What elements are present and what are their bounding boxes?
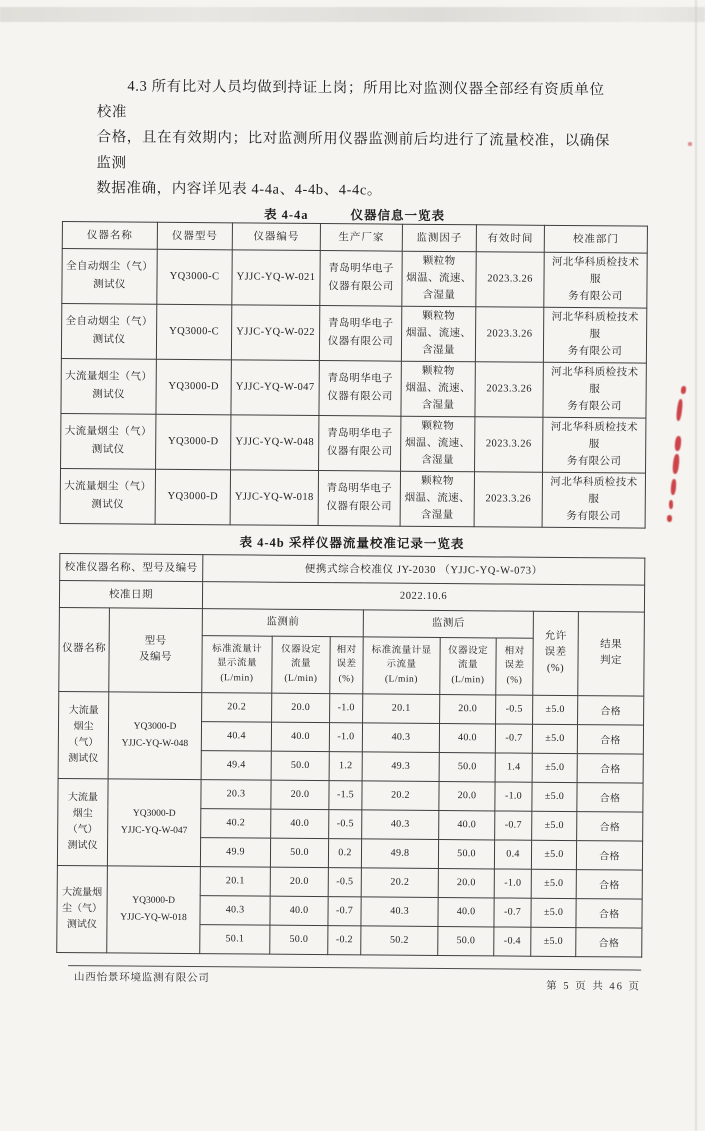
cell: -0.4 [494, 926, 531, 955]
col-header-manufacturer: 生产厂家 [320, 223, 402, 251]
cell: 50.2 [361, 925, 438, 955]
cell: 合格 [576, 840, 642, 870]
cell: 2023.3.26 [475, 306, 543, 362]
footer-page-number: 第 5 页 共 46 页 [546, 980, 642, 993]
cell: -1.0 [330, 693, 363, 722]
cell: 40.3 [361, 896, 438, 926]
group-header-row [59, 607, 644, 639]
cell: 合格 [578, 695, 644, 725]
calibration-date-label: 校准日期 [59, 580, 202, 608]
cell: YJJC-YQ-W-047 [231, 359, 319, 415]
instrument-model-cell: YQ3000-D YJJC-YQ-W-047 [107, 778, 201, 866]
cell: ±5.0 [531, 840, 576, 869]
col-header-rel-error-after: 相对 误差 (%) [496, 637, 533, 694]
cell: 40.3 [362, 809, 439, 839]
table-4-4a-number: 表 4-4a [263, 207, 309, 222]
calibration-date-value: 2022.10.6 [202, 581, 644, 611]
cell: YJJC-YQ-W-022 [231, 304, 319, 360]
cell: 合格 [576, 898, 642, 928]
cell: 40.2 [201, 808, 271, 838]
table-row [59, 691, 644, 725]
page-content [56, 74, 648, 993]
calibrator-value: 便携式综合校准仪 JY-2030 （YJJC-YQ-W-073） [203, 554, 645, 584]
cell: 20.2 [361, 867, 438, 897]
cell: 49.9 [200, 837, 270, 867]
footer-row [68, 969, 641, 993]
cell: 大流量烟尘（气） 测试仪 [61, 413, 156, 469]
cell: -0.2 [328, 925, 361, 954]
cell: 40.3 [200, 895, 270, 925]
instrument-name-cell: 大流量 烟尘（气） 测试仪 [57, 778, 108, 865]
cell: 河北华科质检技术服 务有限公司 [542, 472, 645, 528]
col-header-model: 型号 及编号 [109, 607, 203, 692]
instrument-model-cell: YQ3000-D YJJC-YQ-W-018 [107, 865, 201, 953]
cell: -0.5 [329, 809, 362, 838]
cell: 2023.3.26 [475, 416, 543, 472]
cell: 合格 [576, 869, 642, 899]
cell: 50.0 [438, 839, 494, 868]
cell: -1.0 [494, 868, 531, 897]
col-header-result: 结果 判定 [578, 611, 645, 696]
cell: 1.4 [495, 752, 532, 781]
page-footer [68, 965, 641, 993]
cell: 1.2 [329, 751, 362, 780]
cell: 颗粒物 烟温、流速、 含湿量 [401, 361, 475, 417]
col-header-monitor-factor: 监测因子 [402, 224, 476, 252]
cell: 合格 [577, 811, 643, 841]
cell: 合格 [577, 724, 643, 754]
cell: 颗粒物 烟温、流速、 含湿量 [402, 251, 476, 307]
cell: 河北华科质检技术服 务有限公司 [543, 417, 646, 473]
cell: -0.7 [328, 896, 361, 925]
section-4-3-paragraph: 4.3 所有比对人员均做到持证上岗；所用比对监测仪器全部经有资质单位校准 合格，且在有效期内；比对监测所用仪器监测前后均进行了流量校准，以确保监测 数据准确，内容详见表 4-4a、4-4b、4-4c。 [96, 78, 611, 199]
cell: 青岛明华电子 仪器有限公司 [320, 250, 402, 306]
cell: 河北华科质检技术服 务有限公司 [543, 307, 646, 363]
cell: 50.0 [270, 838, 328, 867]
cell: 40.0 [439, 723, 495, 752]
cell: YQ3000-C [157, 249, 232, 305]
cell: 50.0 [271, 751, 329, 780]
cell: 2023.3.26 [475, 361, 543, 417]
cell: -0.5 [328, 867, 361, 896]
instrument-name-cell: 大流量 烟尘（气） 测试仪 [58, 691, 109, 778]
cell: 20.0 [439, 781, 495, 810]
cell: -0.7 [495, 723, 532, 752]
table-row [62, 248, 647, 308]
cell: ±5.0 [532, 811, 577, 840]
cell: 颗粒物 烟温、流速、 含湿量 [401, 416, 475, 472]
instrument-info-table [60, 221, 648, 529]
table-row [58, 778, 643, 812]
cell: 20.0 [272, 693, 330, 722]
cell: -0.7 [494, 897, 531, 926]
instrument-model-cell: YQ3000-D YJJC-YQ-W-048 [108, 691, 202, 779]
cell: 全自动烟尘（气） 测试仪 [61, 303, 156, 359]
cell: 20.2 [202, 692, 272, 722]
col-header-std-flow-before: 标准流量计 显示流量 (L/min) [202, 635, 272, 693]
cell: YQ3000-C [156, 304, 231, 360]
col-header-set-flow-before: 仪器设定 流量 (L/min) [272, 636, 330, 693]
cell: 20.0 [271, 780, 329, 809]
group-header-before: 监测前 [202, 608, 363, 636]
instrument-name-cell: 大流量烟 尘（气） 测试仪 [57, 865, 108, 952]
cell: 40.0 [270, 896, 328, 925]
cell: 40.0 [271, 809, 329, 838]
cell: 20.3 [201, 779, 271, 809]
cell: 50.1 [200, 924, 270, 954]
col-header-allowed-error: 允许 误差 (%) [533, 611, 579, 695]
cell: 20.2 [362, 780, 439, 810]
cell: -0.7 [495, 810, 532, 839]
cell: ±5.0 [531, 927, 576, 956]
col-header-calibration-dept: 校准部门 [544, 225, 647, 253]
cell: YJJC-YQ-W-048 [231, 414, 319, 470]
cell: 青岛明华电子 仪器有限公司 [319, 415, 401, 471]
cell: 50.0 [270, 925, 328, 954]
table-4-4b-caption [59, 531, 644, 554]
cell: 河北华科质检技术服 务有限公司 [543, 362, 646, 418]
cell: 40.0 [271, 722, 329, 751]
cell: 颗粒物 烟温、流速、 含湿量 [401, 306, 475, 362]
col-header-valid-date: 有效时间 [476, 224, 544, 252]
cell: 20.0 [270, 867, 328, 896]
calibrator-label: 校准仪器名称、型号及编号 [60, 553, 203, 581]
cell: 50.0 [438, 926, 494, 955]
cell: 2023.3.26 [476, 251, 544, 307]
table-4-4a-title: 仪器信息一览表 [350, 207, 446, 223]
col-header-set-flow-after: 仪器设定 流量 (L/min) [440, 637, 496, 694]
cell: ±5.0 [531, 898, 576, 927]
cell: 40.3 [362, 722, 439, 752]
cell: 0.4 [494, 839, 531, 868]
cell: 20.0 [438, 868, 494, 897]
cell: 49.4 [201, 750, 271, 780]
cell: -1.0 [495, 781, 532, 810]
cell: 2023.3.26 [474, 471, 542, 527]
cell: 20.1 [363, 693, 440, 723]
col-header-instrument-model: 仪器型号 [157, 222, 232, 250]
cell: YJJC-YQ-W-018 [230, 469, 318, 525]
flow-calibration-table [56, 553, 645, 958]
col-header-instrument-number: 仪器编号 [232, 222, 320, 250]
cell: 40.0 [438, 897, 494, 926]
cell: -1.0 [329, 722, 362, 751]
footer-company-name: 山西怡景环境监测有限公司 [73, 971, 210, 984]
cell: 大流量烟尘（气） 测试仪 [61, 358, 156, 414]
cell: 50.0 [439, 752, 495, 781]
cell: 全自动烟尘（气） 测试仪 [62, 248, 157, 304]
cell: 颗粒物 烟温、流速、 含湿量 [400, 471, 474, 527]
cell: 40.0 [439, 810, 495, 839]
col-header-instrument: 仪器名称 [59, 607, 110, 691]
cell: 合格 [577, 782, 643, 812]
cell: 合格 [577, 753, 643, 783]
table-row [60, 468, 645, 528]
cell: 河北华科质检技术服 务有限公司 [544, 252, 647, 308]
table-row [61, 413, 646, 473]
cell: ±5.0 [531, 869, 576, 898]
cell: 40.4 [201, 721, 271, 751]
table-row [61, 358, 646, 418]
cell: 20.1 [200, 866, 270, 896]
col-header-instrument-name: 仪器名称 [62, 221, 157, 249]
table-4-4b-title: 表 4-4b 采样仪器流量校准记录一览表 [239, 534, 465, 551]
cell: 青岛明华电子 仪器有限公司 [319, 360, 401, 416]
group-header-after: 监测后 [363, 609, 533, 637]
cell: ±5.0 [532, 753, 577, 782]
cell: 49.8 [361, 838, 438, 868]
cell: ±5.0 [533, 695, 578, 724]
cell: YQ3000-D [155, 469, 230, 525]
cell: -1.5 [329, 780, 362, 809]
cell: 大流量烟尘（气） 测试仪 [60, 468, 155, 524]
cell: YJJC-YQ-W-021 [232, 249, 320, 305]
cell: 49.3 [362, 751, 439, 781]
cell: YQ3000-D [156, 359, 231, 415]
cell: ±5.0 [532, 724, 577, 753]
cell: 0.2 [328, 838, 361, 867]
col-header-rel-error-before: 相对 误差 (%) [330, 636, 363, 693]
cell: ±5.0 [532, 782, 577, 811]
cell: 合格 [576, 927, 642, 957]
cell: -0.5 [496, 694, 533, 723]
cell: 青岛明华电子 仪器有限公司 [318, 470, 400, 526]
table-row [57, 865, 642, 899]
cell: YQ3000-D [156, 414, 231, 470]
table-row [61, 303, 646, 363]
cell: 青岛明华电子 仪器有限公司 [319, 305, 401, 361]
cell: 20.0 [440, 694, 496, 723]
col-header-std-flow-after: 标准流量计显 示流量 (L/min) [363, 636, 440, 694]
